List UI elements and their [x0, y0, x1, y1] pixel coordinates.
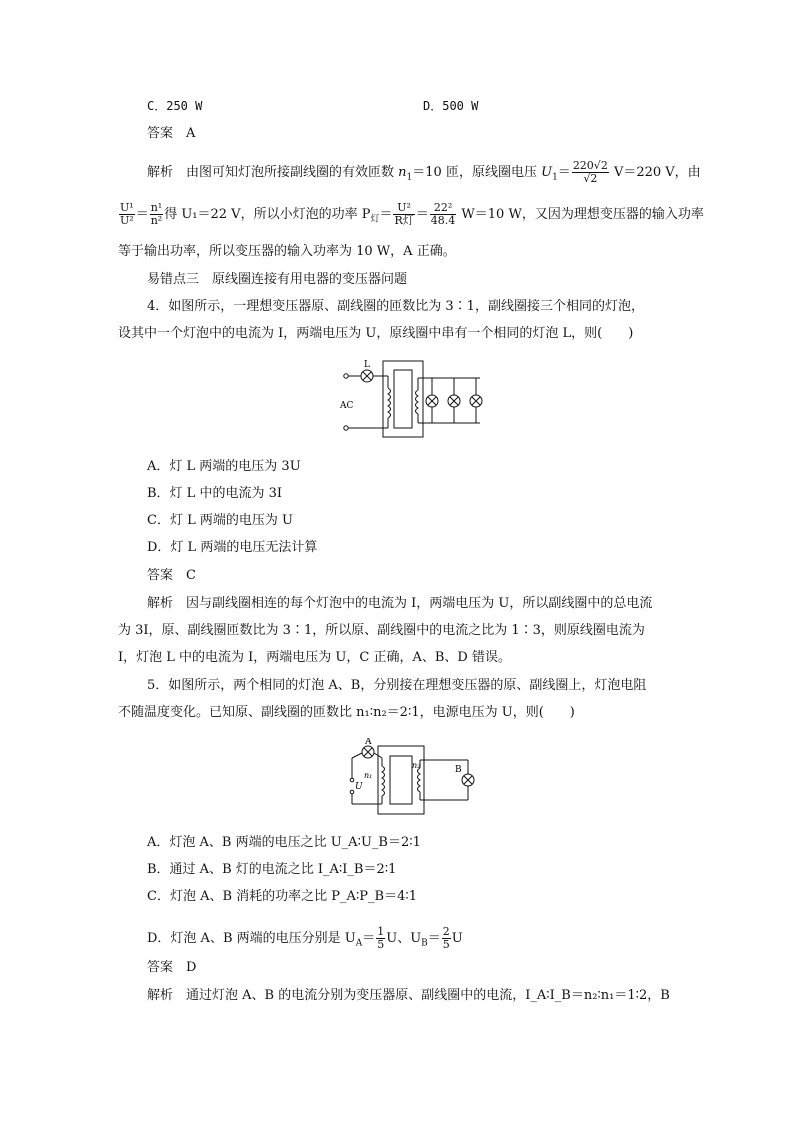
- answer-value: D: [186, 960, 197, 975]
- q5-option-c: C．灯泡 A、B 消耗的功率之比 P_A∶P_B＝4∶1: [147, 889, 418, 904]
- q3-option-d: D．500 W: [423, 99, 479, 113]
- fraction: $\frac{\text{22²}}{48.4}$: [430, 201, 456, 227]
- fraction: $\frac{\text{U²}}{\text{R灯}}$: [394, 201, 414, 227]
- analysis-label: 解析: [147, 165, 174, 180]
- q5-analysis-line1: 解析 通过灯泡 A、B 的电流分别为变压器原、副线圈中的电流，I_A∶I_B＝n₂∶n₁＝1∶2，B: [147, 988, 670, 1003]
- lamp-1: [426, 378, 438, 423]
- q4-circuit-diagram: [330, 358, 500, 440]
- answer-value: A: [186, 126, 196, 141]
- primary-coil: [382, 766, 385, 796]
- answer-label: 答案: [147, 126, 174, 141]
- answer-value: C: [186, 568, 196, 583]
- answer-label: 答案: [147, 960, 174, 975]
- fraction: $\frac{\text{n¹}}{\text{n²}}$: [150, 201, 163, 227]
- fraction: $\frac{1}{5}$: [377, 925, 385, 951]
- q4-analysis-line3: I，灯泡 L 中的电流为 I，两端电压为 U，C 正确，A、B、D 错误。: [118, 650, 511, 665]
- n1-label: n₁: [364, 771, 373, 780]
- q3-analysis-line1: 解析 由图可知灯泡所接副线圈的有效匝数 $n_1=10$ 匝，原线圈电压 $U_1=$ $\frac{220√2}{√2}$ V＝220 V，由: [147, 159, 701, 185]
- lamp-b-label: B: [455, 765, 462, 775]
- q4-analysis-line2: 为 3I，原、副线圈匝数比为 3∶1，所以原、副线圈中的电流之比为 1∶3，则原线圈电流为: [118, 623, 645, 638]
- answer-label: 答案: [147, 568, 174, 583]
- q4-answer: [147, 566, 196, 586]
- q4-option-c: C．灯 L 两端的电压为 U: [147, 513, 293, 528]
- q5-stem-line1: 5．如图所示，两个相同的灯泡 A、B，分别接在理想变压器的原、副线圈上，灯泡电阻: [147, 678, 647, 693]
- q5-circuit-diagram: [338, 738, 480, 818]
- fraction: $\frac{2}{5}$: [442, 925, 450, 951]
- q3-analysis-line2: $\frac{\text{U¹}}{\text{U²}}$ ＝ $\frac{\text{n¹}}{\text{n²}}$ 得 U₁＝22 V，所以小灯泡的功率 $P_灯=$ $\frac{\text{U²}}{\text{R灯}}$ ＝ $\frac{\text{22²}}{48.4}$ W＝10 W，又因为理想变压器的输入功率: [120, 201, 704, 227]
- q4-stem-line1: 4．如图所示，一理想变压器原、副线圈的匝数比为 3∶1，副线圈接三个相同的灯泡，: [147, 299, 644, 314]
- q3-analysis-line3: 等于输出功率，所以变压器的输入功率为 10 W，A 正确。: [118, 244, 456, 259]
- analysis-label: 解析: [147, 988, 174, 1003]
- ac-label: AC: [340, 401, 354, 411]
- q5-option-b: B．通过 A、B 灯的电流之比 I_A∶I_B＝2∶1: [147, 862, 397, 877]
- lamp-a-label: A: [365, 738, 372, 747]
- q4-analysis-line1: 解析 因与副线圈相连的每个灯泡中的电流为 I，两端电压为 U，所以副线圈中的总电流: [147, 596, 653, 611]
- fraction: $\frac{220√2}{√2}$: [572, 159, 608, 185]
- analysis-label: 解析: [147, 596, 174, 611]
- q3-answer: [147, 124, 195, 144]
- fraction: $\frac{\text{U¹}}{\text{U²}}$: [120, 201, 134, 227]
- secondary-coil: [416, 390, 419, 414]
- q3-option-c: C．250 W: [147, 99, 203, 113]
- primary-coil: [388, 388, 391, 418]
- terminal-top: [344, 374, 348, 378]
- q5-answer: [147, 958, 196, 978]
- terminal-bottom: [344, 426, 348, 430]
- section-heading: 易错点三 原线圈连接有用电器的变压器问题: [147, 272, 408, 287]
- source-terminal-top: [350, 778, 354, 782]
- q4-option-a: A．灯 L 两端的电压为 3U: [147, 459, 301, 474]
- n2-label: n₂: [412, 761, 421, 770]
- q4-stem-line2: 设其中一个灯泡中的电流为 I，两端电压为 U，原线圈中串有一个相同的灯泡 L，则( ): [118, 326, 634, 341]
- source-terminal-bottom: [350, 790, 354, 794]
- q5-stem-line2: 不随温度变化。已知原、副线圈的匝数比 n₁∶n₂＝2∶1，电源电压为 U，则( ): [118, 705, 575, 720]
- q5-option-a: A．灯泡 A、B 两端的电压之比 U_A∶U_B＝2∶1: [147, 835, 421, 850]
- q4-option-d: D．灯 L 两端的电压无法计算: [147, 540, 318, 555]
- lamp-2: [448, 378, 460, 423]
- secondary-coil: [418, 768, 421, 792]
- lamp-3: [470, 378, 482, 423]
- q4-option-b: B．灯 L 中的电流为 3I: [147, 486, 282, 501]
- source-u-label: U: [355, 782, 363, 792]
- q5-option-d: D．灯泡 A、B 两端的电压分别是 $U_A=$ $\frac{1}{5}$ U、$U_B=$ $\frac{2}{5}$ U: [147, 925, 463, 951]
- lamp-l-label: L: [364, 360, 370, 370]
